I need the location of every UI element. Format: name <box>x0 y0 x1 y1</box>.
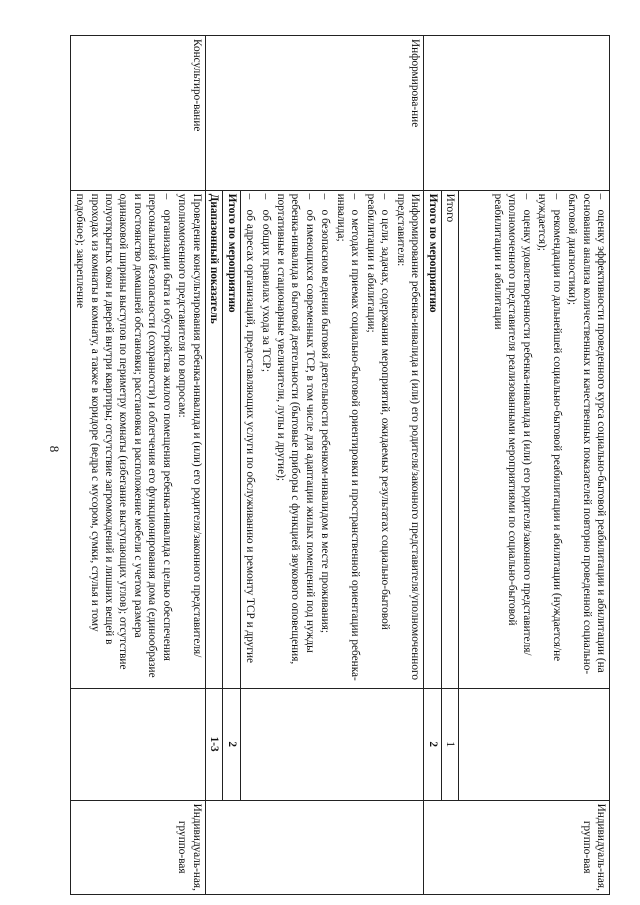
list-item: –о методах и приемах социально-бытовой ориентировки и пространственной ориентации ребенка-инвалида; <box>334 193 362 681</box>
list-item: –об общих правилах ухода за ТСР; <box>259 193 272 373</box>
consult-content <box>70 190 205 688</box>
list-item: –оценку эффективности проведенного курса социально-бытовой реабилитации и абилитации (на основании анализа количественных и качественных показателей повторно проведенной социально-бытовой диагностики); <box>566 193 607 675</box>
informing-itogo-po-label: Итого по мероприятию <box>223 190 240 688</box>
list-item: –о цели, задачах, содержании мероприятий, ожидаемых результатах социально-бытовой реабилитации и абилитации; <box>364 193 392 630</box>
list-item: –об имеющихся современных ТСР, в том числе для адаптации жилых помещений под нужды ребенка-инвалида в бытовой деятельности (бытовые приборы с функцией звукового оповещения, портативные и стационарные увеличители, лупы и другие); <box>275 193 316 665</box>
informing-form <box>205 800 423 895</box>
consult-intro: Проведение консультирования ребенка-инвалида и (или) его родителя/законного представителя/уполномоченного представителя по вопросам: <box>176 193 203 658</box>
cell-empty-count <box>459 688 610 800</box>
informing-count <box>240 688 423 800</box>
itogo-label: Итого <box>441 190 458 688</box>
informing-name: Информирова-ние <box>205 36 423 191</box>
itogo-po-label: Итого по мероприятию <box>424 190 441 688</box>
itogo-value: 1 <box>441 688 458 800</box>
range-label: Диапазонный показатель <box>205 190 222 688</box>
list-item: –оценку удовлетворенности ребенка-инвалида и (или) его родителя/законного представителя/уполномоченного представителя реализованными мероприятиями по социально-бытовой реабилитации и абилитации <box>491 193 533 656</box>
informing-itogo-po-value: 2 <box>223 688 240 800</box>
page-number: 8 <box>47 445 62 453</box>
list-item: –об адресах организаций, предоставляющих услуги по обслуживанию и ремонту ТСР и другие <box>244 193 257 664</box>
list-item: –организации быта и обустройства жилого помещения ребенка-инвалида с целью обеспечения персональной безопасности (сохранности) и облегчения его функционирования дома (единообразие и постоянство домашней обстановки; расстановка и расположение мебели с учетом размера одинаковой ширины выступов по периметру комнаты (избегание выступающих углов); отсутствие полуоткрытых окон и дверей внутри квартиры; отсутствие загромождений и лишних вещей в проходах из комнаты в комнату, а также в коридоре (ведра с мусором, сумки, стулья и тому подобное); закрепление <box>74 193 173 678</box>
consult-name: Консультиро-вание <box>70 36 205 191</box>
rehab-table-rotated <box>71 35 610 895</box>
cell-empty-name <box>424 36 610 191</box>
rehab-table <box>70 35 610 895</box>
list-item: –рекомендации по дальнейшей социально-бытовой реабилитации и абилитации (нуждается/не нуждается); <box>536 193 563 662</box>
itogo-po-value: 2 <box>424 688 441 800</box>
informing-content <box>240 190 423 688</box>
informing-intro: Информирование ребенка-инвалида и (или) его родителя/законного представителя/уполномоченного представителя: <box>394 193 422 680</box>
cell-continued-content <box>459 190 610 688</box>
range-value: 1-3 <box>205 688 222 800</box>
cell-form-1: Индивидуаль-ная, группо-вая <box>424 800 610 895</box>
consult-count <box>70 688 205 800</box>
consult-form: Индивидуаль-ная, группо-вая <box>70 800 205 895</box>
list-item: –о безопасном ведении бытовой деятельности ребенком-инвалидом в месте проживания; <box>319 193 332 634</box>
